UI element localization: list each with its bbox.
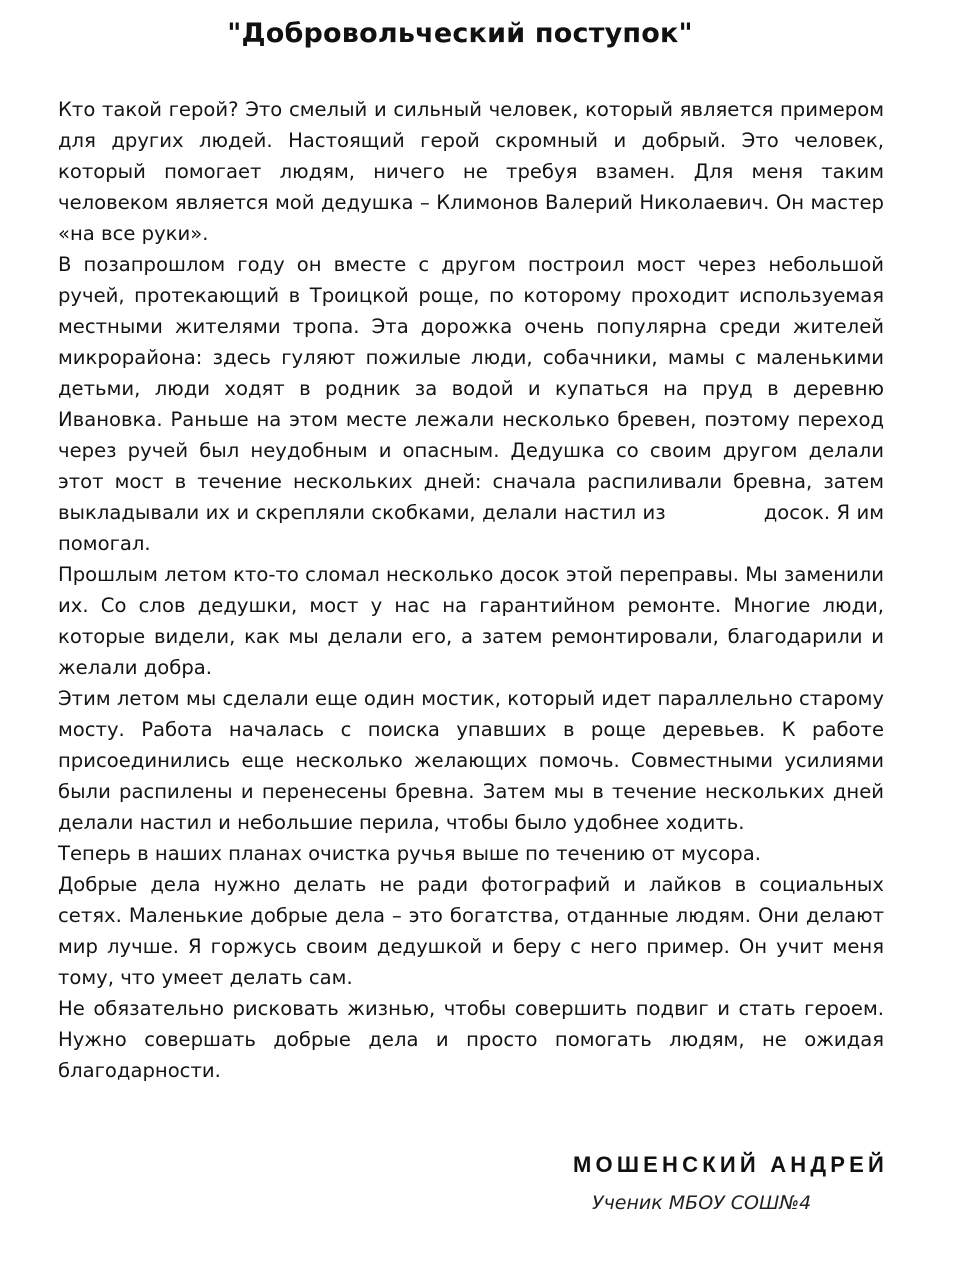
author-role: Ученик МБОУ СОШ№4 <box>592 1192 812 1214</box>
document-title: "Добровольческий поступок" <box>227 18 693 49</box>
paragraph-good-deeds: Добрые дела нужно делать не ради фотографий и лайков в социальных сетях. Маленькие добрые дела – это богатства, отданные людям. Они делают мир лучше. Я горжусь своим дедушкой и беру с него пример. Он учит меня тому, что умеет делать сам. <box>58 873 884 989</box>
bridge-paragraph-start: В позапрошлом году он вместе с другом построил мост через небольшой ручей, протекающий в Троицкой роще, по которому проходит используемая местными жителями тропа. Эта дорожка очень популярна среди жителей микрорайона: здесь гуляют пожилые люди, собачники, мамы с маленькими детьми, люди ходят в родник за водой и купаться на пруд в деревню Ивановка. Раньше на этом месте лежали несколько бревен, поэтому переход через ручей был неудобным и опасным. Дедушка со своим другом делали этот мост в течение нескольких дней: сначала распиливали бревна, затем выкладывали их и скрепляли скобками, делали настил из <box>58 253 884 524</box>
paragraph-bridge-construction <box>58 249 884 559</box>
paragraph-bridge-repair: Прошлым летом кто-то сломал несколько досок этой переправы. Мы заменили их. Со слов дедушки, мост у нас на гарантийном ремонте. Многие люди, которые видели, как мы делали его, а затем ремонтировали, благодарили и желали добра. <box>58 563 884 679</box>
paragraph-plans: Теперь в наших планах очистка ручья выше по течению от мусора. <box>58 842 761 865</box>
paragraph-new-bridge: Этим летом мы сделали еще один мостик, который идет параллельно старому мосту. Работа началась с поиска упавших в роще деревьев. К работе присоединились еще несколько желающих помочь. Совместными усилиями были распилены и перенесены бревна. Затем мы в течение нескольких дней делали настил и небольшие перила, чтобы было удобнее ходить. <box>58 687 884 834</box>
document-body <box>58 94 884 1086</box>
paragraph-hero-definition: Кто такой герой? Это смелый и сильный человек, который является примером для других людей. Настоящий герой скромный и добрый. Это человек, который помогает людям, ничего не требуя взамен. Для меня таким человеком является мой дедушка – Климонов Валерий Николаевич. Он мастер «на все руки». <box>58 98 884 245</box>
paragraph-conclusion: Не обязательно рисковать жизнью, чтобы совершить подвиг и стать героем. Нужно совершать добрые дела и просто помогать людям, не ожидая благодарности. <box>58 997 884 1082</box>
author-name: МОШЕНСКИЙ АНДРЕЙ <box>573 1152 888 1177</box>
bridge-paragraph-end: досок. Я им помогал. <box>58 501 884 555</box>
